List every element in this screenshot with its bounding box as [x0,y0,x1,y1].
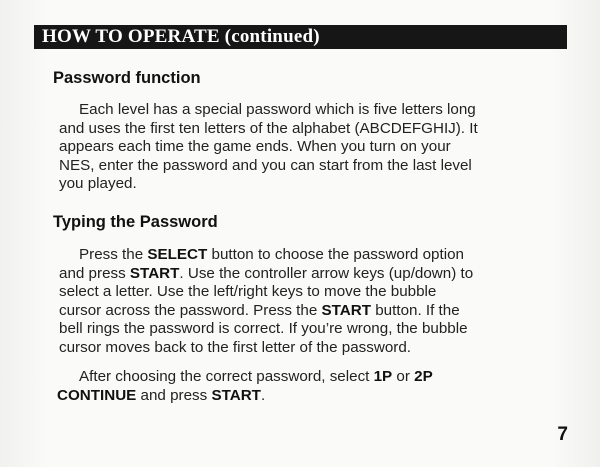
text-line: cursor moves back to the first letter of the password. [59,338,411,356]
text-line [59,302,564,321]
text-run: button. If the [371,301,460,319]
text-line: NES, enter the password and you can start from the last level [59,156,472,174]
text-run: Press the [79,246,148,263]
paragraph-typing-password [59,246,564,358]
page-number: 7 [557,424,568,445]
keyword-start: START [211,386,261,404]
paragraph-password-function [59,101,564,194]
paragraph-continue [59,368,564,405]
keyword-continue: CONTINUE [57,386,137,404]
keyword-start: START [129,264,180,282]
text-line: you played. [59,175,137,193]
text-run: and press [59,264,130,282]
section-header-bar [34,25,567,49]
text-line [57,387,564,406]
text-line: Each level has a special password which is five letters long [79,101,476,118]
keyword-1p: 1P [373,368,393,385]
text-line: appears each time the game ends. When you turn on your [59,138,451,156]
text-run: . Use the controller arrow keys (up/down) to [179,264,474,282]
heading-typing-password: Typing the Password [53,213,218,231]
text-run: button to choose the password option [207,246,464,263]
heading-password-function: Password function [53,69,201,87]
text-line: select a letter. Use the left/right keys to move the bubble [59,283,437,301]
text-line [59,368,564,387]
text-run: cursor across the password. Press the [59,301,322,319]
text-run: and press [136,386,212,404]
text-line [59,265,564,284]
keyword-select: SELECT [147,246,208,263]
text-run: . [260,386,266,404]
text-run: or [392,368,415,385]
text-line [59,246,564,265]
text-run: After choosing the correct password, select [79,368,374,385]
keyword-start: START [321,301,372,319]
header-title: HOW TO OPERATE (continued) [42,26,320,47]
text-line: and uses the first ten letters of the alphabet (ABCDEFGHIJ). It [59,119,478,137]
text-line: bell rings the password is correct. If you’re wrong, the bubble [59,320,468,338]
keyword-2p: 2P [414,368,433,385]
